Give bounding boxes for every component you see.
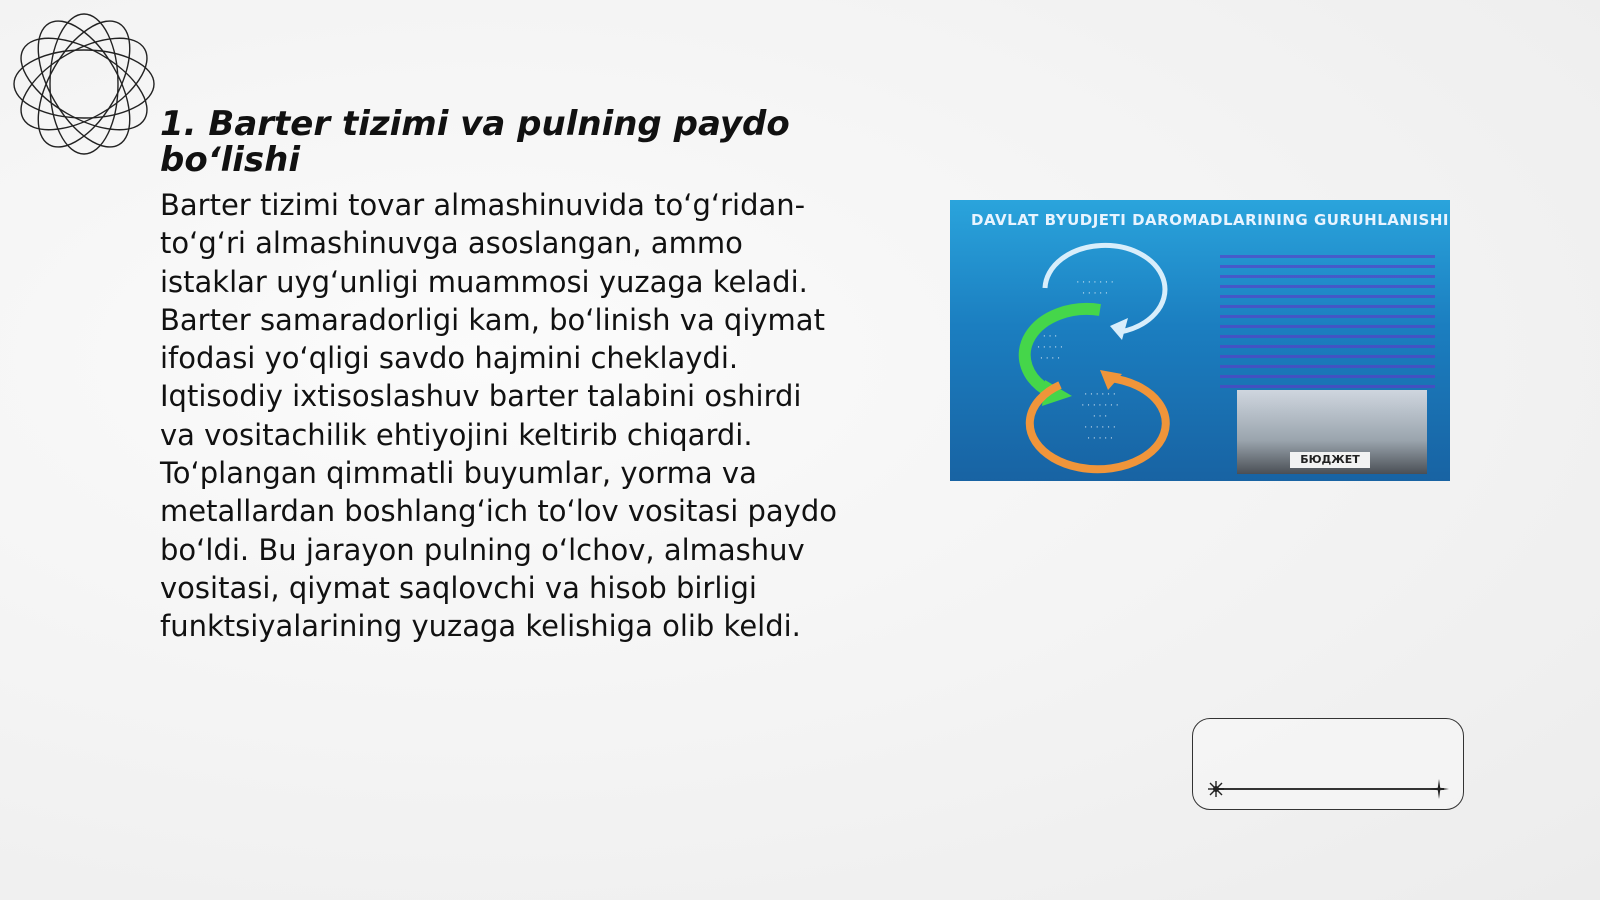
plus-star-icon	[1428, 778, 1450, 800]
diagram-small-text: · · · · · · · · · · · ·	[1076, 278, 1114, 299]
diagram-small-text: · · · · · · · · · · · ·	[1037, 332, 1063, 364]
photo-label: БЮДЖЕТ	[1290, 452, 1370, 468]
nav-frame	[1192, 718, 1464, 810]
diagram-small-text: · · · · · · · · · · · · · · · · · · · · · · · · · · ·	[1081, 390, 1119, 444]
orbital-rings-icon	[8, 8, 160, 160]
sparkle-icon	[1207, 780, 1225, 798]
slide-title: 1. Barter tizimi va pulning paydo bo‘lishi	[160, 104, 790, 180]
slide-body-text: Barter tizimi tovar almashinuvida to‘g‘ridan-to‘g‘ri almashinuvga asoslangan, ammo istaklar uyg‘unligi muammosi yuzaga keladi. Barter samaradorligi kam, bo‘linish va qiymat ifodasi yo‘qligi savdo hajmini cheklaydi. Iqtisodiy ixtisoslashuv barter talabini oshirdi va vositachilik ehtiyojini keltirib chiqardi. To‘plangan qimmatli buyumlar, yorma va metallardan boshlang‘ich to‘lov vositasi paydo bo‘ldi. Bu jarayon pulning o‘lchov, almashuv vositasi, qiymat saqlovchi va hisob birligi funktsiyalarining yuzaga kelishiga olib keldi.	[160, 188, 837, 644]
progress-line	[1214, 788, 1444, 790]
image-bullet-text-block	[1220, 255, 1435, 390]
budget-diagram-image	[950, 200, 1450, 481]
image-heading: DAVLAT BYUDJETI DAROMADLARINING GURUHLANISHI	[971, 211, 1449, 229]
